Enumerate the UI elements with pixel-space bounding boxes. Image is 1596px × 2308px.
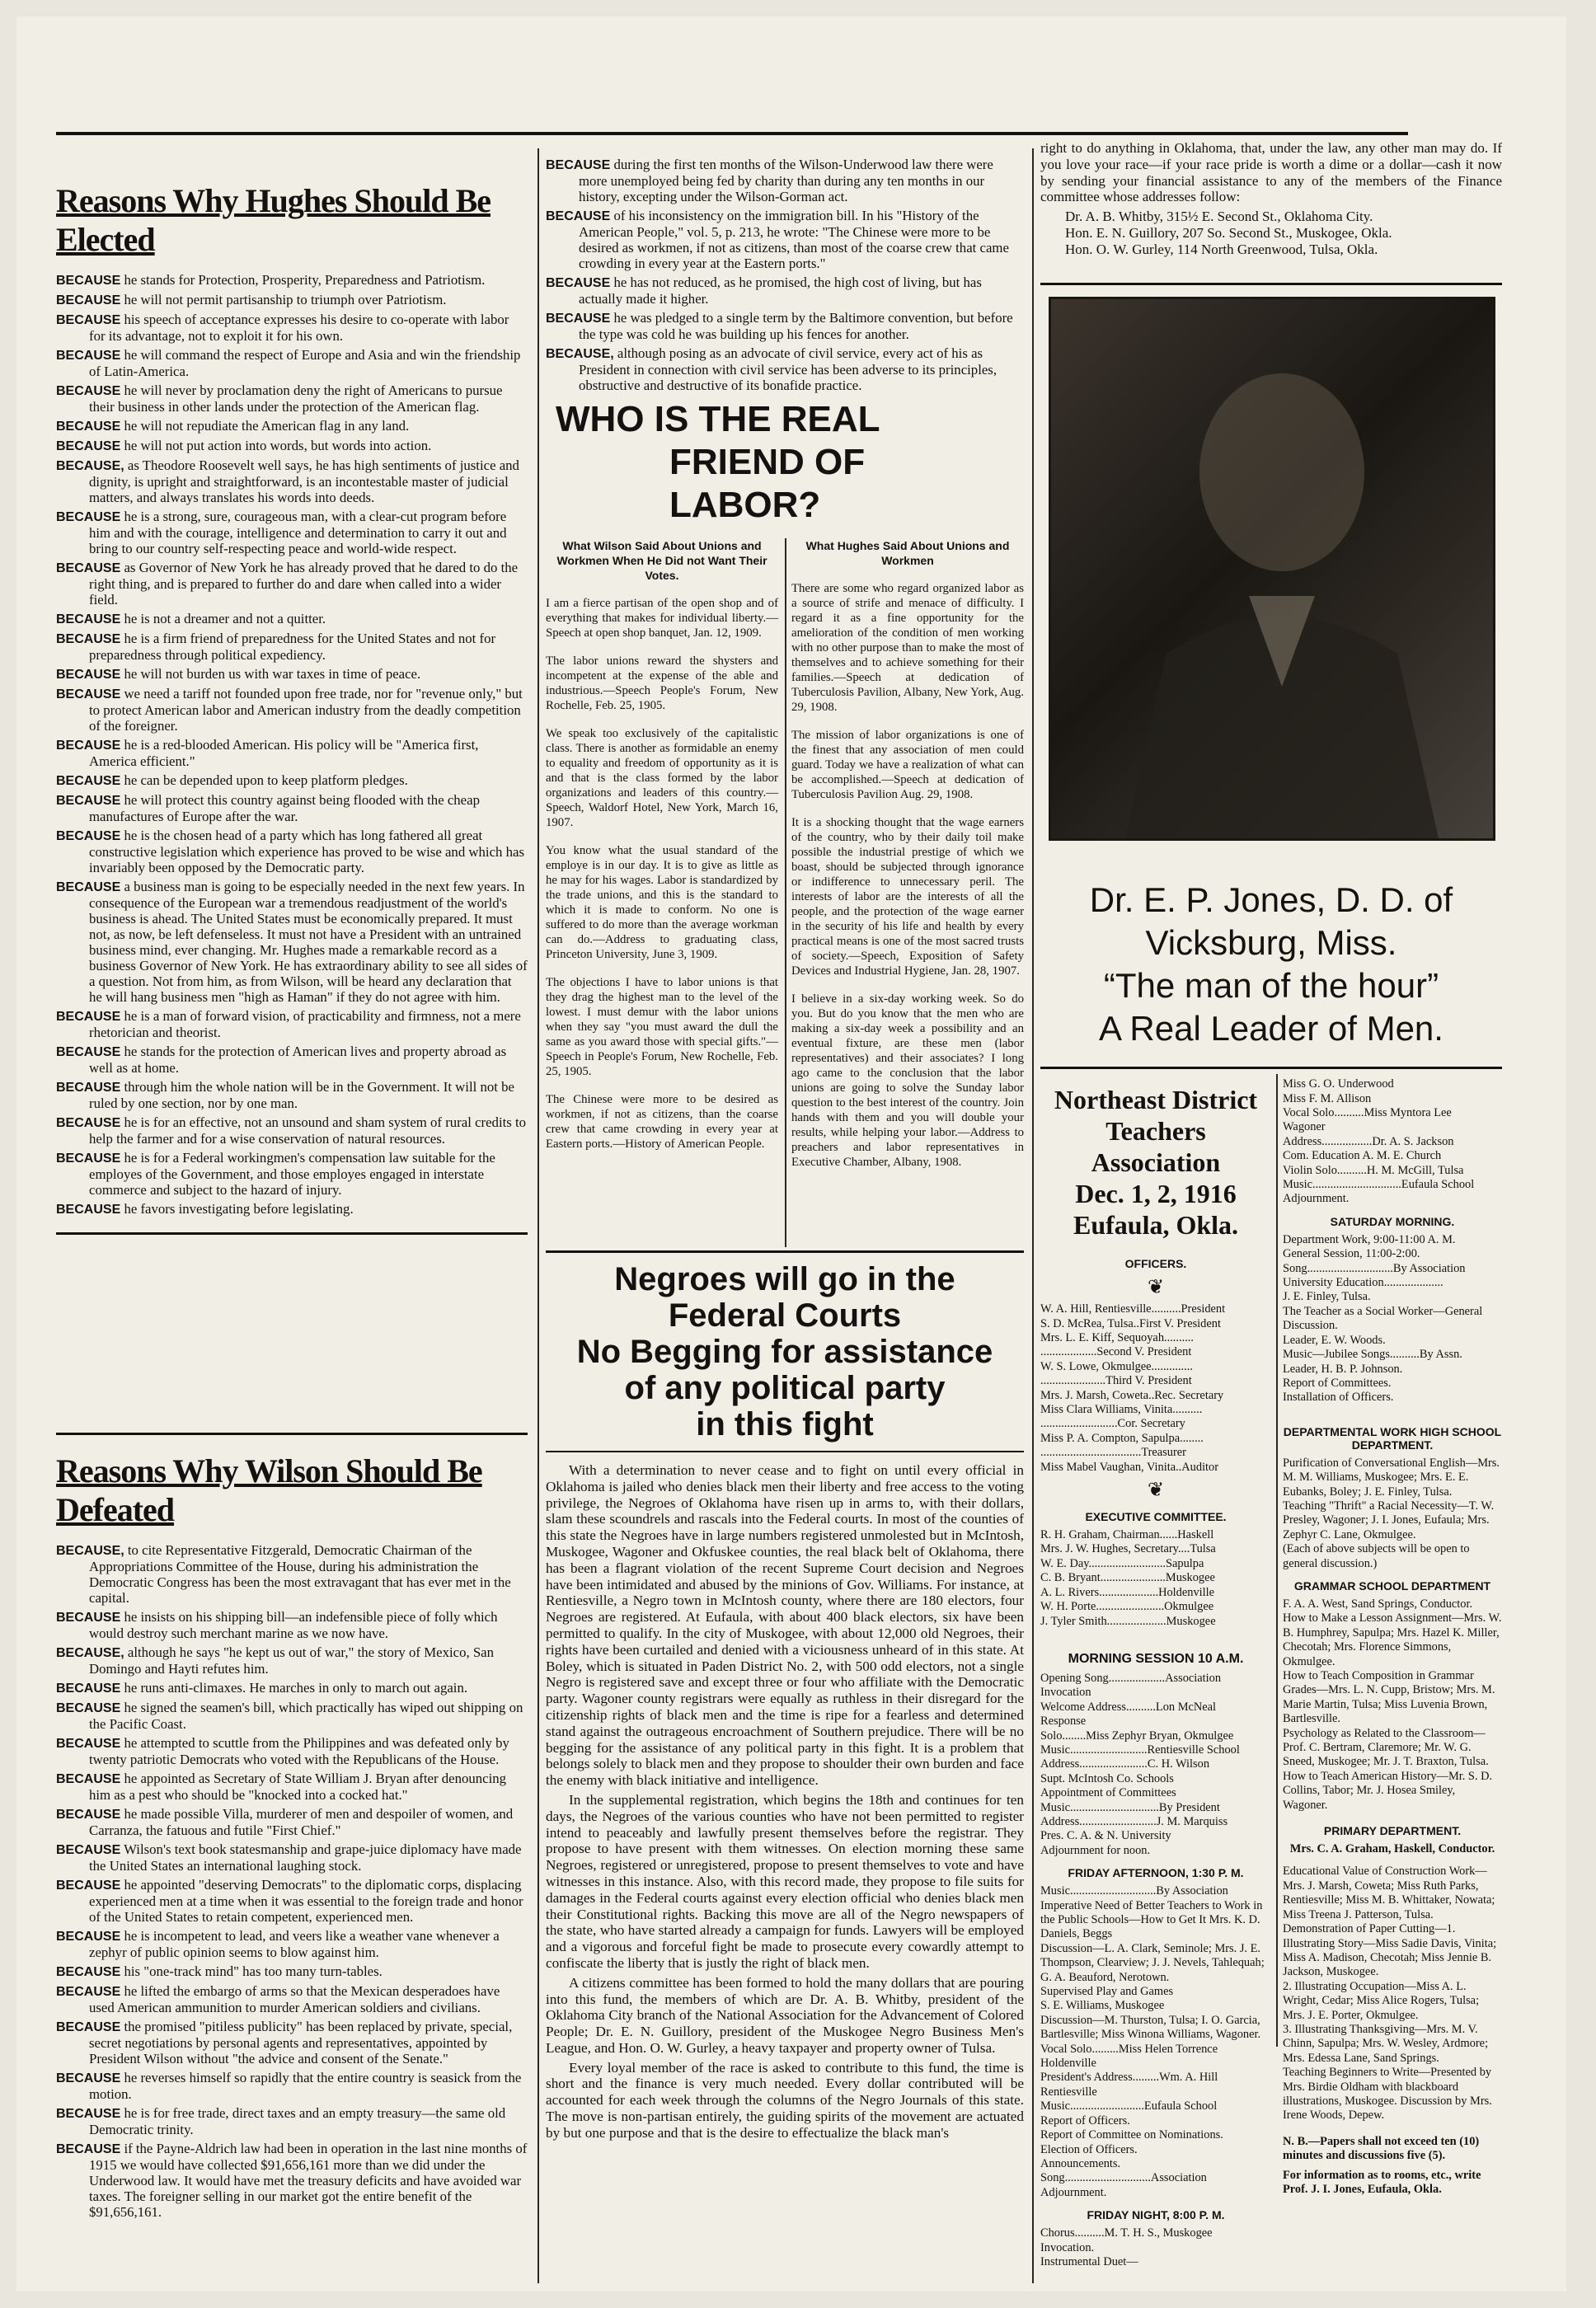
program-line: Teaching Beginners to Write—Presented by Mrs. Birdie Oldham with blackboard illustrations, Muskogee. Discussion by Mrs. Irene Woods, Depew. <box>1283 2066 1492 2123</box>
article-paragraph: With a determination to never cease and to fight on until every official in Oklahoma is jailed who denies black men their liberty and free access to the voting privilege, the Negroes of Oklahoma have risen up in arms to, with their dollars, slam these scoundrels and rascals into the Federal courts. In most of the counties of this state the Negroes have in large numbers registered unmolested but in McIntosh, Muskogee, Wagoner and Okfuskee counties, the real black belt of Oklahoma, there has been a flagrant violation of the recent Supreme Court decision and Negroes have been intimidated and abused by the minions of Gov. Williams. For instance, at Rentiesville, a Negro town in McIntosh county, where there are 180 electors, four Negroes are registered. At Eufaula, with about 400 black electors, six have been permitted to qualify. In the city of Muskogee, with about 12,000 old Negroes, their rights have been curtailed and denied with a viciousness unheard of in this state. At Boley, which is situated in Paden District No. 2, with 500 odd electors, not a single Negro is registered save and except three or four who affiliate with the Democratic party. Wagoner county registrars were equally as ruthless in their disregard for the citizenship rights of black men and the time is ripe for a fearless and determined stand against the outrageous encroachment of Southern prejudice. There will be no begging for the assistance of any political party in this fight. It is a problem that belongs solely to black men and they propose to shoulder their own burden and face the enemy with black initiative and intelligence. <box>546 1462 1024 1789</box>
hughes-quote: There are some who regard organized labor as a source of strife and menace of difficulty. I regard it as a fine opportunity for the amelioration of the condition of men working with no other purpose than to make the most of themselves and to achieve something for their families.—Speech at dedication of Tuberculosis Pavilion, Albany, New York, Aug. 29, 1908. <box>791 582 1024 714</box>
wilson-quote: I am a fierce partisan of the open shop and of everything that makes for individual liberty.—Speech at open shop banquet, Jan. 12, 1909. <box>546 597 778 640</box>
hughes-quote: The mission of labor organizations is one of the finest that any association of men could guard. Today we have a realization of what can be accomplished.—Speech at dedication of Tuberculosis Pavilion Aug. 29, 1908. <box>791 729 1024 801</box>
because-item <box>56 1201 528 1217</box>
program-line: Music.............................By Association <box>1040 1884 1228 1898</box>
because-keyword: BECAUSE <box>546 312 611 326</box>
section-rule-4 <box>546 1451 1024 1452</box>
because-text: he appointed as Secretary of State William J. Bryan after denouncing him as a pest who should be "knocked into a cocked hat." <box>89 1771 507 1803</box>
friday-afternoon-heading: FRIDAY AFTERNOON, 1:30 P. M. <box>1068 1866 1244 1880</box>
because-text: his speech of acceptance expresses his desire to co-operate with labor for its advantage, not to exploit it for his own. <box>89 312 509 344</box>
officer-line: ..........................Cor. Secretary <box>1040 1417 1185 1431</box>
nedta-title-4: Eufaula, Okla. <box>1073 1210 1239 1241</box>
quotes-divider <box>785 538 786 1247</box>
because-keyword: BECAUSE <box>56 2142 121 2156</box>
nb-note: N. B.—Papers shall not exceed ten (10) minutes and discussions five (5). <box>1283 2134 1480 2163</box>
negro-article-body <box>546 1462 1024 2141</box>
because-item <box>56 1542 528 1606</box>
column-divider-2 <box>1032 148 1034 2283</box>
address-1: Dr. A. B. Whitby, 315½ E. Second St., Oklahoma City. <box>1065 209 1373 225</box>
because-item <box>56 1771 528 1803</box>
saturday-heading: SATURDAY MORNING. <box>1330 1214 1455 1228</box>
column-divider-1 <box>537 148 539 2283</box>
program-line: Music—Jubilee Songs..........By Assn. <box>1283 1348 1462 1362</box>
because-text: although posing as an advocate of civil service, every act of his as President in connection with civil service has been adverse to its principles, obstructive and destructive of its bonafide practice. <box>579 345 998 393</box>
hughes-quote: I believe in a six-day working week. So do you. But do you know that the men who are making a six-day week a possibility and an eventual fixture, are these men (labor representatives) and their associates? I long ago came to the conclusion that the labor unions are going to solve the Sunday labor question to the best interest of the country. Join hands with them and you will double your results, while helping your labor.—Address to preachers and labor representatives in Executive Chamber, Albany, 1908. <box>791 992 1024 1169</box>
because-text: he has not reduced, as he promised, the high cost of living, but has actually made it higher. <box>579 274 982 307</box>
officer-line: Mrs. L. E. Kiff, Sequoyah.......... <box>1040 1331 1194 1344</box>
because-text: he is for an effective, not an unsound and sham system of rural credits to help the farmer and for a wise conservation of natural resources. <box>89 1114 527 1147</box>
teachers-col-b <box>1283 1074 1502 2197</box>
wilson-quote: The labor unions reward the shysters and incompetent at the expense of the able and industrious.—Speech People's Forum, New Rochelle, Feb. 25, 1905. <box>546 654 778 712</box>
column-3 <box>1040 140 1502 2283</box>
because-item <box>56 686 528 734</box>
finance-appeal: right to do anything in Oklahoma, that, under the law, any other man may do. If you love your race—if your race pride is worth a dime or a dollar—cash it now by sending your financial assistance to any of the members of the Finance committee whose addresses follow: <box>1040 140 1502 205</box>
because-item <box>56 772 528 789</box>
because-text: he appointed "deserving Democrats" to the diplomatic corps, displacing experienced men at a time when it was essential to the foreign trade and honor of the United States to retain competent, experienced men. <box>89 1877 523 1925</box>
address-2: Hon. E. N. Guillory, 207 So. Second St., Muskogee, Okla. <box>1065 225 1392 242</box>
because-text: his "one-track mind" has too many turn-tables. <box>124 1963 383 1979</box>
column-2 <box>546 157 1024 2283</box>
because-text: Wilson's text book statesmanship and grape-juice diplomacy have made the United States an international laughing stock. <box>89 1841 522 1874</box>
program-line: Music..............................By President <box>1040 1800 1220 1814</box>
because-keyword: BECAUSE <box>546 158 611 172</box>
because-keyword: BECAUSE <box>56 829 121 843</box>
blank-space <box>56 1235 528 1433</box>
committee-line: A. L. Rivers....................Holdenville <box>1040 1585 1215 1599</box>
because-keyword: BECAUSE <box>56 1985 121 1999</box>
program-line: (Each of above subjects will be open to general discussion.) <box>1283 1542 1470 1570</box>
program-line: Report of Officers. <box>1040 2113 1130 2127</box>
portrait-caption: Dr. E. P. Jones, D. D. of Vicksburg, Miss. “The man of the hour” A Real Leader of Men. <box>1089 880 1453 1048</box>
because-keyword: BECAUSE <box>56 668 121 682</box>
because-text: he favors investigating before legislating. <box>124 1201 354 1217</box>
because-text: the promised "pitiless publicity" has been replaced by private, special, secret negotiations by personal agents and representatives, appointed by President Wilson without "the advice and consent of the Senate." <box>89 2019 513 2066</box>
because-keyword: BECAUSE <box>56 1116 121 1130</box>
program-line: F. A. A. West, Sand Springs, Conductor. <box>1283 1597 1473 1611</box>
because-keyword: BECAUSE <box>56 561 121 575</box>
officer-line: W. A. Hill, Rentiesville..........President <box>1040 1302 1226 1316</box>
because-keyword: BECAUSE <box>56 1737 121 1751</box>
because-item <box>56 312 528 344</box>
because-item <box>546 310 1024 342</box>
because-keyword: BECAUSE <box>56 1843 121 1857</box>
because-text: he will not permit partisanship to triumph over Patriotism. <box>124 292 447 307</box>
because-item <box>56 2019 528 2066</box>
program-line: Opening Song...................Association <box>1040 1671 1222 1685</box>
program-line: Discussion—M. Thurston, Tulsa; I. O. Garcia, Bartlesville; Miss Winona Williams, Wagoner. <box>1040 2013 1261 2042</box>
program-line: Invocation. <box>1040 2240 1095 2254</box>
because-item <box>56 1700 528 1732</box>
friday-night-heading: FRIDAY NIGHT, 8:00 P. M. <box>1087 2208 1225 2222</box>
because-keyword: BECAUSE, <box>546 347 614 361</box>
teachers-association <box>1040 1074 1502 2268</box>
because-keyword: BECAUSE <box>56 1808 121 1822</box>
hughes-quotes <box>791 538 1024 1183</box>
program-line: The Teacher as a Social Worker—General Discussion. <box>1283 1304 1483 1333</box>
because-text: he is for free trade, direct taxes and an empty treasury—the same old Democratic trinity. <box>89 2105 506 2137</box>
because-item <box>56 1735 528 1767</box>
program-line: Pres. C. A. & N. University <box>1040 1829 1171 1843</box>
because-item <box>56 560 528 607</box>
because-text: he will not burden us with war taxes in time of peace. <box>124 666 421 682</box>
article-paragraph: A citizens committee has been formed to hold the many dollars that are pouring into this fund, the members of which are Dr. A. B. Whitby, president of the Oklahoma City branch of the National Association for the Advancement of Colored People; Dr. E. N. Guillory, president of the Muskogee Negro Business Men's League, and Hon. O. W. Gurley, a heavy taxpayer and property owner of Tulsa. <box>546 1974 1024 2056</box>
because-keyword: BECAUSE <box>56 1081 121 1095</box>
because-item <box>56 1644 528 1677</box>
program-line: Violin Solo..........H. M. McGill, Tulsa <box>1283 1163 1464 1177</box>
because-item <box>56 382 528 415</box>
program-line: Appointment of Committees <box>1040 1786 1176 1800</box>
info-note: For information as to rooms, etc., write Prof. J. I. Jones, Eufaula, Okla. <box>1283 2168 1481 2196</box>
because-text: he will never by proclamation deny the right of Americans to pursue their business in other lands under the protection of the American flag. <box>89 382 503 415</box>
executive-committee-heading: EXECUTIVE COMMITTEE. <box>1085 1510 1227 1524</box>
wilson-headline: Reasons Why Wilson Should Be Defeated <box>56 1452 482 1528</box>
because-text: he is a red-blooded American. His policy will be "America first, America efficient." <box>89 737 479 769</box>
because-keyword: BECAUSE <box>56 739 121 753</box>
program-line: Department Work, 9:00-11:00 A. M. <box>1283 1232 1456 1246</box>
because-text: he is a strong, sure, courageous man, with a clear-cut program before him and with the courage, intelligence and determination to carry it out and bring to our country self-respecting peace and world-wide respect. <box>89 509 507 556</box>
because-item <box>546 208 1024 271</box>
because-item <box>56 611 528 627</box>
because-item <box>56 631 528 663</box>
officers-heading: OFFICERS. <box>1124 1257 1187 1271</box>
because-keyword: BECAUSE <box>56 1930 121 1944</box>
because-item <box>56 2105 528 2137</box>
hughes-quote: It is a shocking thought that the wage earners of the country, who by their daily toil make possible the industrial prestige of which we boast, should be subjected through ignorance or indifference to unnecessary peril. The interests of labor are the interests of all the people, and the protection of the wage earner in the security of his life and health by every practical means is one of the most sacred trusts of society.—Speech, Exposition of Safety Devices and Industrial Hygiene, Jan. 28, 1907. <box>791 816 1024 978</box>
because-text: he can be depended upon to keep platform pledges. <box>124 772 408 788</box>
program-line: University Education.................... <box>1283 1276 1443 1290</box>
program-line: Election of Officers. <box>1040 2142 1138 2156</box>
because-keyword: BECAUSE <box>56 420 121 434</box>
because-item <box>56 1983 528 2015</box>
because-keyword: BECAUSE <box>56 1879 121 1893</box>
because-item <box>56 1963 528 1980</box>
program-line: Music..........................Rentiesville School <box>1040 1743 1240 1757</box>
because-item <box>56 347 528 379</box>
because-keyword: BECAUSE <box>56 1701 121 1715</box>
because-item <box>56 1680 528 1696</box>
because-text: he will protect this country against being flooded with the cheap manufactures of Europe after the war. <box>89 792 480 824</box>
column-1 <box>56 165 528 2275</box>
wilson-quote: The Chinese were more to be desired as workmen, if not as citizens, than the coarse crew that came crowding in every year at Eastern ports.—History of American People. <box>546 1093 778 1151</box>
program-line: Purification of Conversational English—Mrs. M. M. Williams, Muskogee; Mrs. E. E. Eubanks, Boley; J. E. Finley, Tulsa. <box>1283 1456 1500 1499</box>
program-line: Song.............................Association <box>1040 2171 1207 2185</box>
grammar-school-heading: GRAMMAR SCHOOL DEPARTMENT <box>1293 1579 1491 1593</box>
because-text: he insists on his shipping bill—an indefensible piece of folly which would destroy such merchant marine as we now have. <box>89 1609 498 1641</box>
because-item <box>56 292 528 308</box>
because-keyword: BECAUSE <box>56 1045 121 1059</box>
teachers-col-a <box>1040 1074 1271 2269</box>
primary-dept-conductor: Mrs. C. A. Graham, Haskell, Conductor. <box>1289 1842 1495 1856</box>
top-rule <box>56 132 1408 135</box>
because-item <box>56 1044 528 1076</box>
because-text: of his inconsistency on the immigration bill. In his "History of the American People," vol. 5, p. 213, he wrote: "The Chinese were more to be desired as workmen, if not as citizens, than most of the coarse crew that came crowding in every year at the Eastern ports." <box>579 208 1009 271</box>
officer-line: Miss Clara Williams, Vinita.......... <box>1040 1403 1203 1417</box>
wilson-quote: The objections I have to labor unions is that they drag the highest man to the level of the lowest. I must demur with the labor unions when they say "you must award the dull the same as you award those with special gifts."—Speech in People's Forum, New Rochelle, Feb. 25, 1905. <box>546 976 778 1078</box>
program-line: How to Teach American History—Mr. S. D. Collins, Tabor; Mr. J. Hosea Smiley, Wagoner. <box>1283 1769 1493 1812</box>
because-keyword: BECAUSE <box>56 349 121 363</box>
program-line: Rentiesville <box>1040 2085 1097 2099</box>
committee-line: C. B. Bryant......................Muskogee <box>1040 1571 1215 1585</box>
address-3: Hon. O. W. Gurley, 114 North Greenwood, Tulsa, Okla. <box>1065 242 1378 258</box>
program-line: Vocal Solo..........Miss Myntora Lee <box>1283 1106 1452 1119</box>
because-keyword: BECAUSE <box>56 439 121 453</box>
ornament-icon-2: ❦ <box>1147 1480 1165 1502</box>
because-keyword: BECAUSE <box>56 313 121 327</box>
program-line: 3. Illustrating Thanksgiving—Mrs. M. V. Chinn, Sapulpa; Mrs. W. Wesley, Ardmore; Mrs. Edessa Lane, Sand Springs. <box>1283 2022 1489 2065</box>
primary-dept-heading: PRIMARY DEPARTMENT. <box>1323 1824 1462 1838</box>
program-line: Com. Education A. M. E. Church <box>1283 1149 1442 1163</box>
because-keyword: BECAUSE <box>546 209 611 223</box>
program-line: Supervised Play and Games <box>1040 1985 1174 1999</box>
because-keyword: BECAUSE <box>56 1965 121 1979</box>
committee-line: R. H. Graham, Chairman......Haskell <box>1040 1528 1214 1542</box>
because-text: he stands for the protection of American lives and property abroad as well as at home. <box>89 1044 507 1076</box>
because-keyword: BECAUSE, <box>56 1544 124 1558</box>
program-line: Leader, H. B. P. Johnson. <box>1283 1362 1403 1376</box>
ornament-icon: ❦ <box>1147 1277 1165 1299</box>
program-line: Adjournment. <box>1040 2185 1107 2199</box>
labor-quotes <box>546 538 1024 1247</box>
program-line: Imperative Need of Better Teachers to Work in the Public Schools—How to Get It Mrs. K. D. Daniels, Beggs <box>1040 1898 1263 1941</box>
because-text: he is a firm friend of preparedness for the United States and not for preparedness through political expediency. <box>89 631 496 663</box>
because-item <box>56 418 528 434</box>
wilson-continued-list <box>546 157 1024 393</box>
program-line: Holdenville <box>1040 2057 1096 2071</box>
because-keyword: BECAUSE <box>56 1772 121 1786</box>
because-text: he is for a Federal workingmen's compensation law suitable for the employes of the Government, and those employes engaged in interstate commerce and subject to the hazard of injury. <box>89 1150 495 1198</box>
because-keyword: BECAUSE <box>56 612 121 626</box>
because-keyword: BECAUSE <box>56 1010 121 1024</box>
program-line: Address.................Dr. A. S. Jackson <box>1283 1134 1454 1148</box>
wilson-reasons-list <box>56 1542 528 2220</box>
because-keyword: BECAUSE, <box>56 459 124 473</box>
because-item <box>56 438 528 454</box>
because-text: a business man is going to be especially needed in the next few years. In consequence of the European war a tremendous readjustment of the world's business is ahead. The United States must be economically prepared. It must not, as now, be left defenseless. It must not have a President with an untrained business mind, ever changing. Mr. Hughes made a remarkable record as a business Governor of New York. He has extraordinary ability to see all sides of a question. Not from him, as from Wilson, will be heard any declaration that he will hang business men "high as Haman" if they do not agree with him. <box>89 879 528 1005</box>
committee-line: W. E. Day..........................Sapulpa <box>1040 1556 1204 1570</box>
portrait-figure <box>1051 299 1493 838</box>
officer-line: Mrs. J. Marsh, Coweta..Rec. Secretary <box>1040 1388 1224 1402</box>
labor-headline: WHO IS THE REAL FRIEND OF LABOR? <box>556 399 880 525</box>
program-line: Supt. McIntosh Co. Schools <box>1040 1771 1174 1785</box>
section-rule <box>56 1232 528 1235</box>
because-keyword: BECAUSE <box>56 632 121 646</box>
program-line: Miss G. O. Underwood <box>1283 1077 1394 1091</box>
officer-line: ...................Second V. President <box>1040 1345 1192 1359</box>
because-keyword: BECAUSE <box>56 880 121 894</box>
committee-line: J. Tyler Smith....................Muskogee <box>1040 1614 1216 1628</box>
because-item <box>56 1928 528 1960</box>
program-line: Solo........Miss Zephyr Bryan, Okmulgee <box>1040 1729 1234 1743</box>
because-keyword: BECAUSE <box>56 1203 121 1217</box>
committee-line: Mrs. J. W. Hughes, Secretary....Tulsa <box>1040 1542 1216 1556</box>
section-rule-3 <box>546 1250 1024 1253</box>
because-keyword: BECAUSE <box>56 1611 121 1625</box>
because-item <box>56 792 528 824</box>
because-text: he stands for Protection, Prosperity, Preparedness and Patriotism. <box>124 272 486 288</box>
program-line: Song.............................By Association <box>1283 1261 1466 1275</box>
wilson-quote: You know what the usual standard of the employe is in our day. It is to give as little as he may for his wages. Labor is standardized by the trade unions, and this is the standard to which it is made to conform. No one is suffered to do more than the average workman can do.—Address to graduating class, Princeton University, June 3, 1909. <box>546 844 778 961</box>
program-line: Discussion—L. A. Clark, Seminole; Mrs. J. E. Thompson, Clearview; J. J. Nevels, Tahlequah; G. A. Beauford, Nerotown. <box>1040 1941 1265 1984</box>
article-paragraph: In the supplemental registration, which begins the 18th and continues for ten days, the Negroes of the various counties who have not been permitted to register intend to peaceably and lawfully present themselves before the registrar. They propose to have present with them witnesses. On election morning these same Negroes, registered or unregistered, propose to present themselves to vote and have witnesses in this instance. Also, with this record made, they propose to file suits for damages in the Federal courts against every election official who denies black men their Constitutional rights. Backing this move are all of the Negro newspapers of the state, who have started already a campaign for funds. Lawyers will be employed and a vigorous and forceful fight be made to prosecute every cowardly attempt to confiscate the liberty that is justly the right of black men. <box>546 1791 1024 1971</box>
program-line: Report of Committees. <box>1283 1376 1392 1390</box>
committee-line: W. H. Porte.......................Okmulgee <box>1040 1600 1214 1614</box>
teachers-divider <box>1276 1074 1278 2047</box>
because-text: he made possible Villa, murderer of men and despoiler of women, and Carranza, the fatuous and futile "First Chief." <box>89 1806 514 1838</box>
program-line: Adjournment. <box>1283 1192 1350 1206</box>
program-line: Wagoner <box>1283 1120 1326 1134</box>
program-line: Report of Committee on Nominations. <box>1040 2128 1223 2142</box>
because-keyword: BECAUSE <box>56 384 121 398</box>
wilson-quotes-heading: What Wilson Said About Unions and Workmen When He Did not Want Their Votes. <box>556 539 767 582</box>
portrait-photo <box>1049 297 1495 841</box>
because-item <box>56 737 528 769</box>
because-keyword: BECAUSE <box>56 2071 121 2085</box>
because-item <box>56 1806 528 1838</box>
program-line: Adjournment for noon. <box>1040 1843 1151 1857</box>
because-item <box>56 1079 528 1111</box>
program-line: President's Address.........Wm. A. Hill <box>1040 2071 1218 2085</box>
program-line: Miss F. M. Allison <box>1283 1091 1372 1105</box>
program-line: Teaching "Thrift" a Racial Necessity—T. W. Presley, Wagoner; J. I. Jones, Eufaula; Mrs. Zephyr C. Lane, Okmulgee. <box>1283 1499 1495 1541</box>
because-keyword: BECAUSE <box>56 794 121 808</box>
because-item <box>56 2070 528 2102</box>
officer-line: ......................Third V. President <box>1040 1374 1192 1388</box>
officer-line: ..................................Treasurer <box>1040 1446 1186 1460</box>
program-line: Invocation <box>1040 1686 1091 1700</box>
hughes-quotes-heading: What Hughes Said About Unions and Workmen <box>805 539 1010 567</box>
because-keyword: BECAUSE <box>56 774 121 788</box>
program-line: Vocal Solo.........Miss Helen Torrence <box>1040 2042 1218 2056</box>
because-text: he signed the seamen's bill, which practically has wiped out shipping on the Pacific Coast. <box>89 1700 523 1732</box>
section-rule-2 <box>56 1433 528 1435</box>
because-keyword: BECAUSE <box>546 276 611 290</box>
nedta-title-3: Dec. 1, 2, 1916 <box>1075 1179 1237 1209</box>
because-text: he is incompetent to lead, and veers like a weather vane whenever a zephyr of public opinion seems to blow against him. <box>89 1928 500 1960</box>
program-line: Response <box>1040 1715 1087 1729</box>
because-text: if the Payne-Aldrich law had been in operation in the last nine months of 1915 we would have collected $91,656,161 more than we did under the Underwood law. It would have met the treasury deficits and have avoided war taxes. The foreigner selling in our market got the entire benefit of the $91,656,161. <box>89 2141 528 2220</box>
program-line: Announcements. <box>1040 2156 1121 2170</box>
negro-headline: Negroes will go in the Federal Courts No Begging for assistance of any political party in this fight <box>576 1261 993 1442</box>
because-text: he reverses himself so rapidly that the entire country is seasick from the motion. <box>89 2070 522 2102</box>
because-item <box>56 1150 528 1198</box>
because-item <box>56 879 528 1005</box>
program-line: Installation of Officers. <box>1283 1391 1394 1405</box>
because-keyword: BECAUSE <box>56 1152 121 1166</box>
because-item <box>56 666 528 683</box>
because-keyword: BECAUSE <box>56 293 121 307</box>
because-text: although he says "he kept us out of war," the story of Mexico, San Domingo and Hayti refutes him. <box>89 1644 495 1677</box>
because-text: during the first ten months of the Wilson-Underwood law there were more unemployed being fed by charity than during any ten months in our history, excepting under the Wilson-Gorman act. <box>579 157 993 204</box>
because-item <box>546 274 1024 307</box>
morning-session-heading: MORNING SESSION 10 A.M. <box>1068 1651 1244 1666</box>
because-item <box>56 1114 528 1147</box>
because-item <box>546 345 1024 393</box>
because-text: he will not put action into words, but words into action. <box>124 438 432 453</box>
program-line: How to Make a Lesson Assignment—Mrs. W. B. Humphrey, Sapulpa; Mrs. Hazel K. Miller, Checotah; Mrs. Florence Simmons, Okmulgee. <box>1283 1611 1502 1668</box>
officer-line: Miss Mabel Vaughan, Vinita..Auditor <box>1040 1460 1219 1474</box>
program-line: Demonstration of Paper Cutting—1. Illustrating Story—Miss Sadie Davis, Vinita; Miss A. Madison, Checotah; Miss Jennie B. Jackson, Muskogee. <box>1283 1922 1497 1979</box>
because-item <box>56 2141 528 2220</box>
wilson-quote: We speak too exclusively of the capitalistic class. There is another as formidable an enemy to equality and freedom of opportunity as it is and that is the class formed by the labor organizations and leaders of this country.—Speech, Waldorf Hotel, New York, March 16, 1907. <box>546 727 778 829</box>
because-keyword: BECAUSE <box>56 687 121 701</box>
program-line: J. E. Finley, Tulsa. <box>1283 1290 1371 1304</box>
because-text: he lifted the embargo of arms so that the Mexican desperadoes have used American ammunition to murder American soldiers and civilians. <box>89 1983 500 2015</box>
program-line: S. E. Williams, Muskogee <box>1040 1999 1165 2013</box>
program-line: General Session, 11:00-2:00. <box>1283 1247 1420 1261</box>
officer-line: W. S. Lowe, Okmulgee.............. <box>1040 1359 1193 1373</box>
program-line: Chorus..........M. T. H. S., Muskogee <box>1040 2226 1213 2240</box>
because-keyword: BECAUSE <box>56 510 121 524</box>
because-keyword: BECAUSE <box>56 2020 121 2034</box>
program-line: Address.......................C. H. Wilson <box>1040 1757 1210 1771</box>
because-keyword: BECAUSE <box>56 2107 121 2121</box>
program-line: Instrumental Duet— <box>1040 2254 1138 2268</box>
because-text: he attempted to scuttle from the Philippines and was defeated only by twenty patriotic Democrats who voted with the Republicans of the House. <box>89 1735 509 1767</box>
program-line: How to Teach Composition in Grammar Grades—Mrs. L. N. Cupp, Bristow; Mrs. M. Marie Martin, Tulsa; Miss Luvenia Brown, Bartlesville. <box>1283 1669 1495 1726</box>
because-item <box>546 157 1024 204</box>
nedta-title-1: Northeast District <box>1054 1085 1258 1115</box>
program-line: Educational Value of Construction Work—Mrs. J. Marsh, Coweta; Miss Ruth Parks, Rentiesville; Miss M. B. Whittaker, Nowata; Miss Treena J. Patterson, Tulsa. <box>1283 1865 1495 1921</box>
program-line: 2. Illustrating Occupation—Miss A. L. Wright, Cedar; Miss Alice Rogers, Tulsa; Mrs. J. E. Porter, Okmulgee. <box>1283 1979 1480 2022</box>
because-text: through him the whole nation will be in the Government. It will not be ruled by one section, nor by one man. <box>89 1079 514 1111</box>
newspaper-page <box>16 16 1566 2292</box>
because-item <box>56 1841 528 1874</box>
because-keyword: BECAUSE <box>56 274 121 288</box>
because-text: he is the chosen head of a party which has long fathered all great constructive legislation which experience has proved to be wise and which has invariably been opposed by the Democratic party. <box>89 828 524 875</box>
because-text: he is a man of forward vision, of practicability and firmness, not a mere rhetorician and theorist. <box>89 1008 521 1040</box>
because-item <box>56 509 528 556</box>
because-text: he is not a dreamer and not a quitter. <box>124 611 326 626</box>
nedta-title-2: Teachers Association <box>1091 1116 1221 1178</box>
because-text: as Governor of New York he has already proved that he dared to do the right thing, and is prepared to further do and dare when called into a wider field. <box>89 560 519 607</box>
because-text: as Theodore Roosevelt well says, he has high sentiments of justice and dignity, is upright and straightforward, is an incontestable master of judicial matters, and always translates his words into deeds. <box>89 457 519 505</box>
because-item <box>56 1609 528 1641</box>
because-text: we need a tariff not founded upon free trade, nor for "revenue only," but to protect American labor and American industry from the deadly competition of the foreigner. <box>89 686 523 734</box>
because-text: to cite Representative Fitzgerald, Democratic Chairman of the Appropriations Committee of the House, during his administration the Democratic Congress has been the most extravagant that has ever met in the capital. <box>89 1542 511 1606</box>
program-line: Welcome Address..........Lon McNeal <box>1040 1700 1217 1714</box>
program-line: Music.........................Eufaula School <box>1040 2099 1218 2113</box>
section-rule-6 <box>1040 1067 1502 1069</box>
program-line: Psychology as Related to the Classroom—Prof. C. Bertram, Claremore; Mr. W. G. Sneed, Muskogee; Mr. J. T. Braxton, Tulsa. <box>1283 1726 1489 1769</box>
portrait-block <box>1040 285 1502 879</box>
article-paragraph: Every loyal member of the race is asked to contribute to this fund, the time is short and the finance is very much needed. Every dollar contributed will be accounted for each week through the columns of the Negro Journals of this state. The move is non-partisan entirely, the guiding spirits of the movement are actuated by but one purpose and that is the desire to effectualize the black man's <box>546 2059 1024 2141</box>
because-text: he will not repudiate the American flag in any land. <box>124 418 410 434</box>
officer-line: S. D. McRea, Tulsa..First V. President <box>1040 1316 1221 1330</box>
program-line: Address..........................J. M. Marquiss <box>1040 1814 1228 1828</box>
high-school-heading: DEPARTMENTAL WORK HIGH SCHOOL DEPARTMENT. <box>1283 1424 1502 1452</box>
because-item <box>56 1008 528 1040</box>
because-text: he runs anti-climaxes. He marches in only to march out again. <box>124 1680 468 1696</box>
because-item <box>56 828 528 875</box>
because-item <box>56 457 528 505</box>
hughes-headline: Reasons Why Hughes Should Be Elected <box>56 182 491 258</box>
hughes-reasons-list <box>56 272 528 1217</box>
because-text: he was pledged to a single term by the Baltimore convention, but before the type was cold he was building up his fences for another. <box>579 310 1013 342</box>
because-item <box>56 272 528 288</box>
because-item <box>56 1877 528 1925</box>
program-line: Music..............................Eufaula School <box>1283 1178 1475 1192</box>
because-keyword: BECAUSE <box>56 1682 121 1696</box>
because-text: he will command the respect of Europe and Asia and win the friendship of Latin-America. <box>89 347 521 379</box>
wilson-quotes <box>546 538 778 1165</box>
program-line: Leader, E. W. Woods. <box>1283 1333 1386 1347</box>
officer-line: Miss P. A. Compton, Sapulpa........ <box>1040 1431 1204 1445</box>
because-keyword: BECAUSE, <box>56 1646 124 1660</box>
